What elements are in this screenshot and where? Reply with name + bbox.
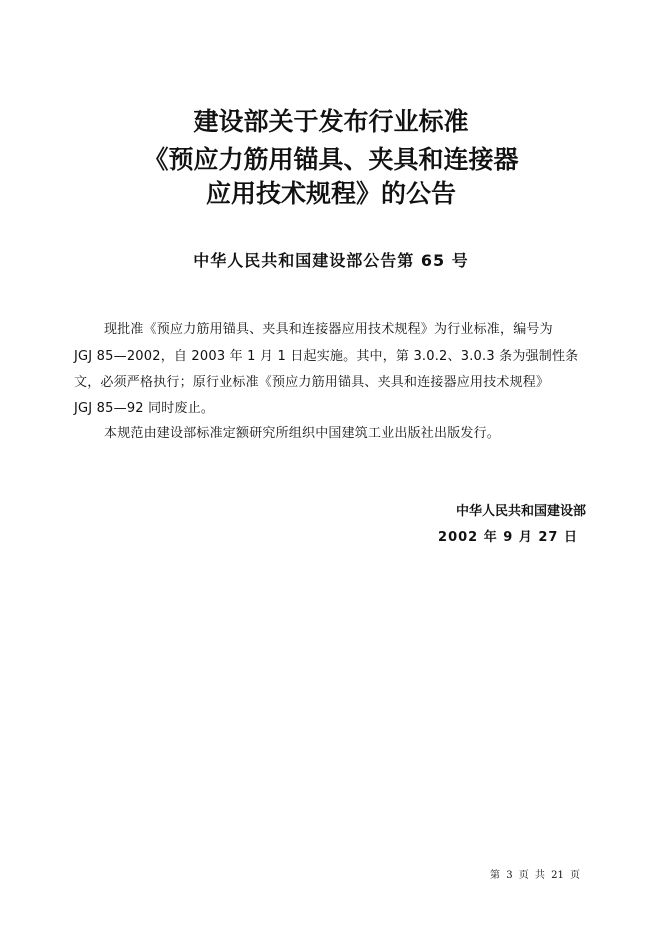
body-paragraph-line-2: JGJ 85—2002，自 2003 年 1 月 1 日起实施。其中，第 3.0.2、3.0.3 条为强制性条 bbox=[74, 349, 579, 364]
body-paragraph-line-3: 文，必须严格执行；原行业标准《预应力筋用锚具、夹具和连接器应用技术规程》 bbox=[74, 375, 550, 390]
title-line-2: 《预应力筋用锚具、夹具和连接器 bbox=[143, 145, 519, 174]
title-line-1: 建设部关于发布行业标准 bbox=[193, 107, 469, 136]
body-paragraph-line-1: 现批准《预应力筋用锚具、夹具和连接器应用技术规程》为行业标准，编号为 bbox=[104, 322, 553, 337]
announcement-number: 中华人民共和国建设部公告第 65 号 bbox=[193, 251, 469, 270]
signature-date: 2002 年 9 月 27 日 bbox=[438, 530, 578, 545]
page-number: 第 3 页 共 21 页 bbox=[490, 870, 580, 881]
body-paragraph-line-4: JGJ 85—92 同时废止。 bbox=[74, 401, 215, 416]
title-line-3: 应用技术规程》的公告 bbox=[205, 179, 456, 208]
signature-organization: 中华人民共和国建设部 bbox=[455, 504, 586, 519]
body-paragraph-line-5: 本规范由建设部标准定额研究所组织中国建筑工业出版社出版发行。 bbox=[104, 426, 501, 441]
